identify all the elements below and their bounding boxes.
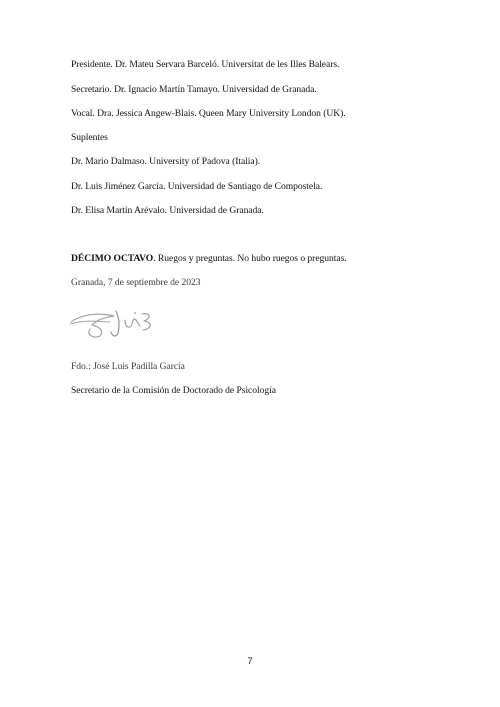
suplente-item-1: Dr. Mario Dalmaso. University of Padova (Italia).	[71, 156, 261, 167]
vocal-line: Vocal. Dra. Jessica Angew-Blais. Queen Mary University London (UK).	[71, 108, 346, 119]
suplente-item-3: Dr. Elisa Martín Arévalo. Universidad de Granada.	[71, 205, 264, 216]
signer-role: Secretario de la Comisión de Doctorado de Psicología	[71, 385, 276, 396]
secretario-line: Secretario. Dr. Ignacio Martín Tamayo. Universidad de Granada.	[71, 84, 317, 95]
presidente-line: Presidente. Dr. Mateu Servara Barceló. Universitat de les Illes Balears.	[71, 59, 340, 70]
decimo-octavo-paragraph	[71, 253, 347, 265]
page-number: 7	[247, 656, 253, 666]
decimo-octavo-text: . Ruegos y preguntas. No hubo ruegos o preguntas.	[153, 253, 347, 264]
suplente-item-2: Dr. Luis Jiménez García. Universidad de Santiago de Compostela.	[71, 181, 323, 192]
handwritten-signature	[66, 300, 162, 346]
place-date: Granada, 7 de septiembre de 2023	[71, 277, 201, 288]
signed-by: Fdo.: José Luis Padilla García	[71, 361, 185, 372]
decimo-octavo-heading: DÉCIMO OCTAVO	[71, 253, 154, 264]
suplentes-heading: Suplentes	[71, 132, 108, 143]
